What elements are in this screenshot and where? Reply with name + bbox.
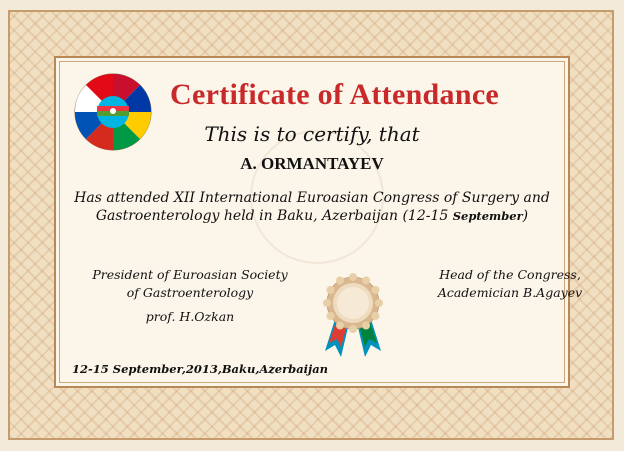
date-place-footer: 12-15 September,2013,Baku,Azerbaijan [72,362,329,376]
attendance-statement-line2 [0,208,624,224]
statement-month: September [452,209,523,223]
attendance-statement-line1: Has attended XII International Euroasian Congress of Surgery and [74,190,550,206]
president-title-line2: of Gastroenterology [126,285,254,300]
president-signature-block [90,266,290,326]
congress-head-signature-block [420,266,600,302]
recipient-name: A. ORMANTAYEV [240,154,384,173]
rosette-seal-icon [315,273,391,359]
certify-line: This is to certify, that [204,122,420,146]
congress-head-name: Academician B.Agayev [437,285,583,300]
statement-close: ) [522,208,529,224]
statement-text: Gastroenterology held in Baku, Azerbaijan (12-15 [95,208,453,224]
president-title-line1: President of Euroasian Society [92,267,288,282]
congress-head-title: Head of the Congress, [439,267,581,282]
president-name: prof. H.Ozkan [145,309,235,324]
certificate-title: Certificate of Attendance [170,78,500,111]
